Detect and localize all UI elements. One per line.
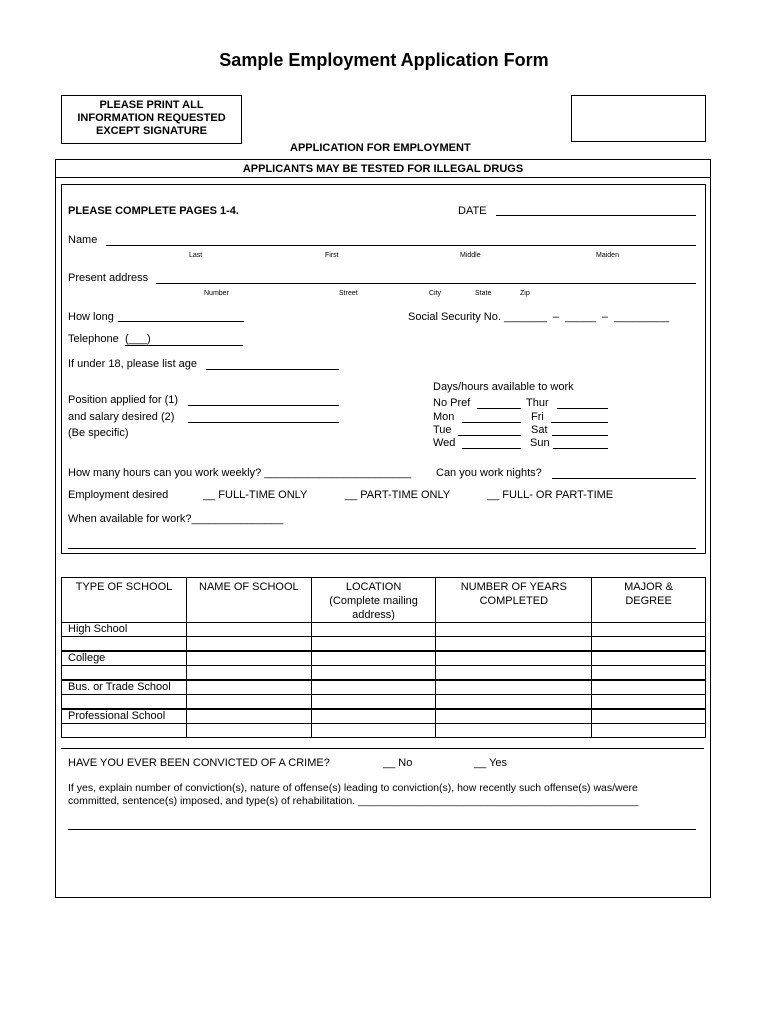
print-notice-box bbox=[61, 95, 242, 144]
table-row bbox=[62, 709, 706, 724]
salary-label: and salary desired (2) bbox=[68, 411, 175, 423]
print-notice-line: EXCEPT SIGNATURE bbox=[95, 125, 208, 137]
table-cell[interactable] bbox=[311, 623, 436, 637]
table-cell[interactable] bbox=[311, 680, 436, 695]
table-cell[interactable] bbox=[186, 709, 311, 724]
table-cell[interactable] bbox=[311, 637, 436, 652]
table-cell[interactable] bbox=[62, 637, 187, 652]
table-cell[interactable] bbox=[186, 695, 311, 710]
table-cell[interactable] bbox=[592, 637, 706, 652]
print-notice-line: INFORMATION REQUESTED bbox=[77, 112, 226, 124]
table-cell[interactable] bbox=[592, 623, 706, 637]
hours-weekly-label[interactable]: How many hours can you work weekly? ________________________ bbox=[68, 467, 412, 479]
address-field[interactable] bbox=[156, 283, 696, 284]
table-cell[interactable] bbox=[436, 680, 592, 695]
how-long-field[interactable] bbox=[118, 321, 244, 322]
table-cell[interactable] bbox=[62, 695, 187, 710]
days-heading: Days/hours available to work bbox=[433, 381, 574, 393]
day-label: Wed bbox=[433, 437, 456, 449]
table-cell[interactable] bbox=[592, 680, 706, 695]
day-field[interactable] bbox=[557, 408, 608, 409]
table-cell[interactable] bbox=[311, 666, 436, 681]
crime-yes-option[interactable]: __ Yes bbox=[474, 757, 508, 769]
table-cell[interactable] bbox=[436, 637, 592, 652]
print-notice-line: PLEASE PRINT ALL bbox=[99, 99, 204, 111]
address-sub-city: City bbox=[429, 290, 442, 297]
name-sub-maiden: Maiden bbox=[596, 252, 619, 259]
school-type-cell: Bus. or Trade School bbox=[62, 680, 187, 695]
salary-field[interactable] bbox=[188, 422, 339, 423]
day-field[interactable] bbox=[477, 408, 521, 409]
table-cell[interactable] bbox=[436, 695, 592, 710]
table-cell[interactable] bbox=[592, 724, 706, 738]
day-label: Sat bbox=[531, 424, 548, 436]
crime-explain-field[interactable] bbox=[68, 829, 696, 830]
table-cell[interactable] bbox=[311, 709, 436, 724]
available-label[interactable]: When available for work?_______________ bbox=[68, 513, 284, 525]
day-field[interactable] bbox=[553, 448, 608, 449]
table-cell[interactable] bbox=[436, 651, 592, 666]
position-field[interactable] bbox=[188, 405, 339, 406]
position-label: Position applied for (1) bbox=[68, 394, 179, 406]
office-use-box[interactable] bbox=[571, 95, 706, 142]
school-type-cell: Professional School bbox=[62, 709, 187, 724]
name-sub-first: First bbox=[325, 252, 339, 259]
table-cell[interactable] bbox=[186, 724, 311, 738]
table-cell[interactable] bbox=[436, 709, 592, 724]
telephone-label: Telephone bbox=[68, 333, 119, 345]
address-sub-zip: Zip bbox=[520, 290, 530, 297]
table-cell[interactable] bbox=[186, 637, 311, 652]
name-sub-last: Last bbox=[189, 252, 203, 259]
table-cell[interactable] bbox=[592, 666, 706, 681]
table-cell[interactable] bbox=[186, 623, 311, 637]
table-row bbox=[62, 651, 706, 666]
ssn-label[interactable]: Social Security No. _______ – _____ – _________ bbox=[408, 311, 670, 323]
table-cell[interactable] bbox=[186, 680, 311, 695]
address-label: Present address bbox=[68, 272, 149, 284]
employment-desired-label: Employment desired bbox=[68, 489, 169, 501]
table-cell[interactable] bbox=[62, 666, 187, 681]
day-label: Sun bbox=[530, 437, 550, 449]
day-field[interactable] bbox=[462, 422, 521, 423]
header-type-of-school: TYPE OF SCHOOL bbox=[62, 578, 187, 623]
crime-explain-line-2[interactable]: committed, sentence(s) imposed, and type(s) of rehabilitation. ________________________________________________ bbox=[68, 795, 639, 807]
day-field[interactable] bbox=[458, 435, 521, 436]
table-row bbox=[62, 724, 706, 738]
name-field[interactable] bbox=[106, 245, 696, 246]
how-long-label: How long bbox=[68, 311, 114, 323]
day-label: Thur bbox=[526, 397, 549, 409]
day-field[interactable] bbox=[552, 435, 608, 436]
age-field[interactable] bbox=[206, 369, 339, 370]
day-field[interactable] bbox=[462, 448, 521, 449]
crime-question: HAVE YOU EVER BEEN CONVICTED OF A CRIME? bbox=[68, 757, 330, 769]
table-row bbox=[62, 623, 706, 637]
name-label: Name bbox=[68, 234, 98, 246]
table-cell[interactable] bbox=[592, 709, 706, 724]
application-heading: APPLICATION FOR EMPLOYMENT bbox=[290, 142, 471, 154]
table-cell[interactable] bbox=[311, 695, 436, 710]
table-row bbox=[62, 680, 706, 695]
table-cell[interactable] bbox=[436, 623, 592, 637]
header-years-completed: NUMBER OF YEARS COMPLETED bbox=[436, 578, 592, 623]
drug-notice: APPLICANTS MAY BE TESTED FOR ILLEGAL DRUGS bbox=[242, 163, 524, 175]
under18-label: If under 18, please list age bbox=[68, 358, 198, 370]
day-field[interactable] bbox=[551, 422, 608, 423]
telephone-paren: (___) bbox=[125, 333, 151, 345]
table-row bbox=[62, 637, 706, 652]
crime-no-option[interactable]: __ No bbox=[383, 757, 413, 769]
crime-explain-line-1: If yes, explain number of conviction(s), nature of offense(s) leading to conviction(s), how recently such offense(s) was/were bbox=[68, 782, 638, 794]
day-label: Mon bbox=[433, 411, 455, 423]
telephone-field[interactable] bbox=[125, 345, 243, 346]
table-cell[interactable] bbox=[311, 651, 436, 666]
header-major-degree: MAJOR & DEGREE bbox=[592, 578, 706, 623]
header-location: LOCATION (Complete mailing address) bbox=[311, 578, 436, 623]
table-cell[interactable] bbox=[436, 666, 592, 681]
school-type-cell: High School bbox=[62, 623, 187, 637]
full-time-option[interactable]: __ FULL-TIME ONLY bbox=[203, 489, 308, 501]
part-time-option[interactable]: __ PART-TIME ONLY bbox=[345, 489, 451, 501]
notes-line[interactable] bbox=[68, 548, 696, 549]
date-field[interactable] bbox=[496, 215, 696, 216]
full-or-part-time-option[interactable]: __ FULL- OR PART-TIME bbox=[487, 489, 614, 501]
date-label: DATE bbox=[458, 205, 487, 217]
name-sub-middle: Middle bbox=[460, 252, 481, 259]
day-label: No Pref bbox=[433, 397, 471, 409]
address-sub-number: Number bbox=[204, 290, 229, 297]
page-title: Sample Employment Application Form bbox=[219, 50, 549, 70]
education-table bbox=[61, 577, 706, 738]
nights-label: Can you work nights? bbox=[436, 467, 542, 479]
section-divider bbox=[61, 748, 704, 749]
day-label: Fri bbox=[531, 411, 544, 423]
address-sub-state: State bbox=[475, 290, 492, 297]
table-cell[interactable] bbox=[436, 724, 592, 738]
nights-field[interactable] bbox=[552, 478, 696, 479]
complete-pages-note: PLEASE COMPLETE PAGES 1-4. bbox=[68, 205, 239, 217]
table-cell[interactable] bbox=[186, 666, 311, 681]
table-row bbox=[62, 666, 706, 681]
day-label: Tue bbox=[433, 424, 452, 436]
table-cell[interactable] bbox=[311, 724, 436, 738]
school-type-cell: College bbox=[62, 651, 187, 666]
address-sub-street: Street bbox=[339, 290, 358, 297]
table-cell[interactable] bbox=[186, 651, 311, 666]
table-cell[interactable] bbox=[592, 651, 706, 666]
table-row bbox=[62, 695, 706, 710]
table-cell[interactable] bbox=[62, 724, 187, 738]
header-name-of-school: NAME OF SCHOOL bbox=[186, 578, 311, 623]
be-specific-note: (Be specific) bbox=[68, 427, 129, 439]
table-cell[interactable] bbox=[592, 695, 706, 710]
